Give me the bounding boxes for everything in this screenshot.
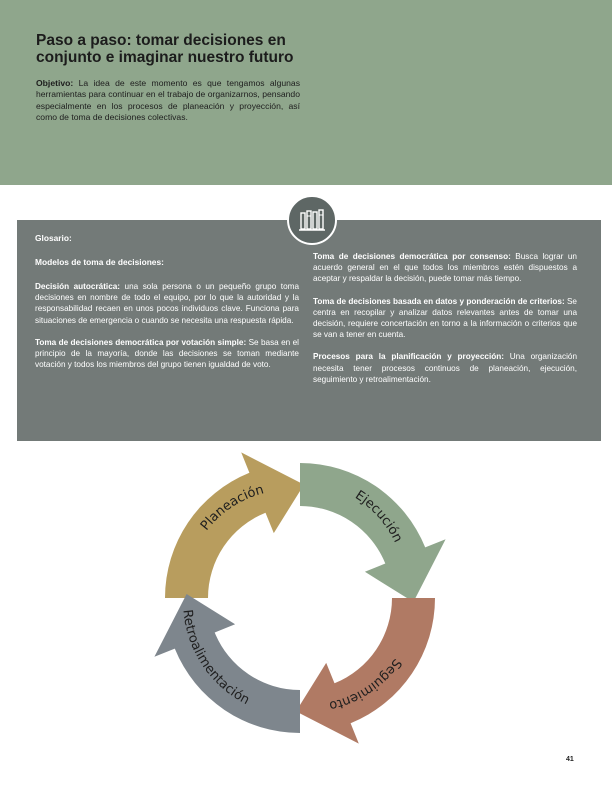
glossary-term: Toma de decisiones democrática por consenso:: [313, 252, 511, 261]
cycle-diagram: [0, 440, 612, 750]
cycle-label-planeacion: Planeación: [197, 482, 266, 534]
glossary-entry: [35, 337, 299, 371]
page-number: 41: [566, 756, 574, 763]
glossary-definition: Se basa en el principio de la mayoría, donde las decisiones se toman mediante votación y todos los miembros del grupo tienen igualdad de voto.: [35, 337, 299, 370]
glossary-entry: [313, 296, 577, 341]
glossary-term: Toma de decisiones democrática por votación simple:: [35, 337, 247, 347]
cycle-label-ejecucion: Ejecución: [352, 487, 406, 545]
cycle-arrow-seguimiento: [296, 598, 435, 744]
cycle-arrow-ejecucion: [300, 463, 446, 602]
glossary-box: [17, 220, 601, 441]
glossary-definition: Una organización necesita tener procesos continuos de planeación, ejecución, seguimiento y retroalimentación.: [313, 352, 578, 384]
glossary-definition: Se centra en recopilar y analizar datos relevantes antes de tomar una decisión, requiere concertación en torno a la información o criterios que se van a tener en cuenta.: [313, 296, 577, 340]
books-icon: [287, 195, 337, 245]
glossary-term: Toma de decisiones basada en datos y ponderación de criterios:: [313, 296, 565, 306]
objective-paragraph: [36, 78, 300, 124]
glossary-entry: [35, 281, 299, 326]
glossary-entry: [313, 351, 577, 385]
glossary-entry: [313, 251, 577, 285]
header-banner: [0, 0, 612, 185]
glossary-subheading: Modelos de toma de decisiones:: [35, 257, 164, 267]
objective-label: Objetivo:: [36, 78, 74, 88]
glossary-heading: Glosario:: [35, 233, 72, 243]
glossary-term: Decisión autocrática:: [35, 282, 121, 291]
cycle-arrow-planeacion: [165, 452, 304, 598]
cycle-label-seguimiento: Seguimiento: [327, 655, 405, 714]
glossary-right-column: [313, 251, 577, 396]
cycle-arrow-retroalimentacion: [154, 594, 300, 733]
glossary-definition: Busca lograr un acuerdo general en el que todos los miembros estén dispuestos a aceptar y respaldar la decisión, puede tomar más tiempo.: [313, 252, 577, 284]
cycle-label-retroalimentacion: Retroalimentación: [179, 608, 252, 709]
glossary-left-column: [35, 281, 299, 381]
glossary-term: Procesos para la planificación y proyección:: [313, 352, 504, 362]
glossary-definition: una sola persona o un pequeño grupo toma decisiones en nombre de todo el equipo, por lo que la autoridad y la responsabilidad recaen en unos pocos individuos clave. Funciona para situaciones de emergencia o cuando se necesita una respuesta rápida.: [35, 282, 299, 325]
objective-text: La idea de este momento es que tengamos algunas herramientas para continuar en el trabajo de organizarnos, pensando especialmente en los procesos de planeación y proyección, así como de toma de decisiones colectivas.: [36, 78, 300, 123]
page-title: Paso a paso: tomar decisiones en conjunto e imaginar nuestro futuro: [36, 32, 294, 66]
